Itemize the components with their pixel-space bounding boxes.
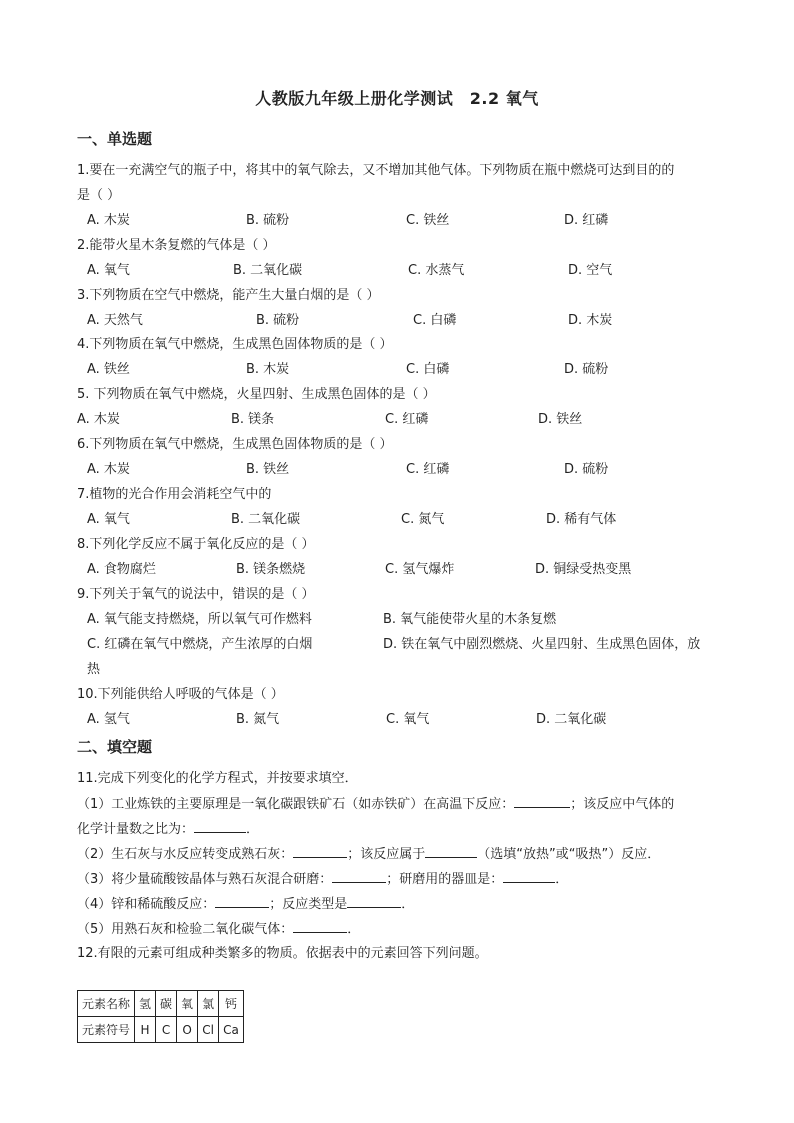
question-11-part-5: （5）用熟石灰和检验二氧化碳气体： ． (77, 922, 361, 937)
question-4-option-c[interactable]: C. 白磷 (406, 362, 450, 377)
table-cell: 元素名称 (78, 991, 135, 1017)
question-2-text: 2.能带火星木条复燃的气体是（ ） (77, 238, 276, 253)
question-1-line-2: 是（ ） (77, 188, 121, 203)
question-1-option-c[interactable]: C. 铁丝 (406, 213, 450, 228)
question-3-option-a[interactable]: A. 天然气 (87, 313, 143, 328)
answer-blank[interactable] (514, 795, 570, 808)
question-10-option-b[interactable]: B. 氮气 (236, 712, 280, 727)
table-cell: 氢 (135, 991, 156, 1017)
question-9-option-c[interactable]: C. 红磷在氧气中燃烧，产生浓厚的白烟 (87, 637, 313, 652)
answer-blank[interactable] (347, 895, 401, 908)
question-3-option-d[interactable]: D. 木炭 (568, 313, 613, 328)
element-table (77, 990, 244, 1043)
question-11-part-3: （3）将少量硫酸铵晶体与熟石灰混合研磨： ；研磨用的器皿是： ． (77, 872, 569, 887)
table-cell: 钙 (219, 991, 244, 1017)
question-5-option-b[interactable]: B. 镁条 (231, 412, 275, 427)
question-9-option-d[interactable]: D. 铁在氧气中剧烈燃烧、火星四射、生成黑色固体，放 (383, 637, 701, 652)
answer-blank[interactable] (293, 920, 347, 933)
table-cell: 元素符号 (78, 1017, 135, 1043)
question-11-part-4: （4）锌和稀硫酸反应： ；反应类型是 ． (77, 897, 415, 912)
question-3-text: 3.下列物质在空气中燃烧，能产生大量白烟的是（ ） (77, 288, 380, 303)
question-9-option-a[interactable]: A. 氧气能支持燃烧，所以氧气可作燃料 (87, 612, 312, 627)
question-1-option-a[interactable]: A. 木炭 (87, 213, 130, 228)
question-2-option-d[interactable]: D. 空气 (568, 263, 613, 278)
question-4-text: 4.下列物质在氧气中燃烧，生成黑色固体物质的是（ ） (77, 337, 393, 352)
answer-blank[interactable] (332, 870, 386, 883)
section-heading-single-choice: 一、单选题 (77, 130, 153, 148)
question-12-text: 12.有限的元素可组成种类繁多的物质。依据表中的元素回答下列问题。 (77, 946, 488, 961)
question-10-option-c[interactable]: C. 氧气 (386, 712, 430, 727)
table-row (78, 991, 244, 1017)
question-11-part-1-continued: 化学计量数之比为： ． (77, 822, 260, 837)
question-7-option-c[interactable]: C. 氮气 (401, 512, 445, 527)
question-5-option-c[interactable]: C. 红磷 (385, 412, 429, 427)
question-6-option-b[interactable]: B. 铁丝 (246, 462, 290, 477)
table-cell: C (156, 1017, 177, 1043)
question-10-option-d[interactable]: D. 二氧化碳 (536, 712, 607, 727)
question-1-option-b[interactable]: B. 硫粉 (246, 213, 290, 228)
question-1-option-d[interactable]: D. 红磷 (564, 213, 609, 228)
table-cell: 氯 (198, 991, 219, 1017)
table-cell: 碳 (156, 991, 177, 1017)
question-9-option-d-continued: 热 (87, 662, 101, 677)
question-9-option-b[interactable]: B. 氧气能使带火星的木条复燃 (383, 612, 557, 627)
question-6-text: 6.下列物质在氧气中燃烧，生成黑色固体物质的是（ ） (77, 437, 393, 452)
question-3-option-c[interactable]: C. 白磷 (413, 313, 457, 328)
section-heading-fill-in: 二、填空题 (77, 738, 153, 756)
question-3-option-b[interactable]: B. 硫粉 (256, 313, 300, 328)
question-6-option-a[interactable]: A. 木炭 (87, 462, 130, 477)
question-2-option-a[interactable]: A. 氧气 (87, 263, 130, 278)
question-5-option-d[interactable]: D. 铁丝 (538, 412, 583, 427)
question-7-option-b[interactable]: B. 二氧化碳 (231, 512, 301, 527)
question-4-option-d[interactable]: D. 硫粉 (564, 362, 609, 377)
question-11-intro: 11.完成下列变化的化学方程式，并按要求填空． (77, 771, 358, 786)
table-cell: H (135, 1017, 156, 1043)
question-2-option-b[interactable]: B. 二氧化碳 (233, 263, 303, 278)
answer-blank[interactable] (194, 820, 246, 833)
question-8-option-c[interactable]: C. 氢气爆炸 (385, 562, 455, 577)
question-8-text: 8.下列化学反应不属于氧化反应的是（ ） (77, 537, 315, 552)
question-8-option-b[interactable]: B. 镁条燃烧 (236, 562, 306, 577)
question-10-option-a[interactable]: A. 氢气 (87, 712, 130, 727)
question-7-text: 7.植物的光合作用会消耗空气中的 (77, 487, 272, 502)
question-8-option-d[interactable]: D. 铜绿受热变黑 (535, 562, 632, 577)
question-7-option-a[interactable]: A. 氧气 (87, 512, 130, 527)
question-4-option-a[interactable]: A. 铁丝 (87, 362, 130, 377)
table-cell: Ca (219, 1017, 244, 1043)
question-5-option-a[interactable]: A. 木炭 (77, 412, 120, 427)
question-6-option-c[interactable]: C. 红磷 (406, 462, 450, 477)
page-title: 人教版九年级上册化学测试 2.2 氧气 (255, 89, 539, 108)
answer-blank[interactable] (293, 845, 347, 858)
table-cell: O (177, 1017, 198, 1043)
answer-blank[interactable] (503, 870, 555, 883)
question-4-option-b[interactable]: B. 木炭 (246, 362, 290, 377)
answer-blank[interactable] (425, 845, 477, 858)
answer-blank[interactable] (215, 895, 269, 908)
question-11-part-2: （2）生石灰与水反应转变成熟石灰： ；该反应属于 （选填“放热”或“吸热”）反应． (77, 847, 661, 862)
question-5-text: 5. 下列物质在氧气中燃烧，火星四射、生成黑色固体的是（ ） (77, 387, 436, 402)
question-7-option-d[interactable]: D. 稀有气体 (546, 512, 617, 527)
table-cell: Cl (198, 1017, 219, 1043)
question-10-text: 10.下列能供给人呼吸的气体是（ ） (77, 687, 284, 702)
table-cell: 氧 (177, 991, 198, 1017)
question-9-text: 9.下列关于氧气的说法中，错误的是（ ） (77, 587, 315, 602)
question-11-part-1: （1）工业炼铁的主要原理是一氧化碳跟铁矿石（如赤铁矿）在高温下反应： ；该反应中气体的 (77, 797, 675, 812)
question-1-line-1: 1.要在一充满空气的瓶子中，将其中的氧气除去，又不增加其他气体。下列物质在瓶中燃烧可达到目的的 (77, 163, 675, 178)
table-row (78, 1017, 244, 1043)
question-2-option-c[interactable]: C. 水蒸气 (408, 263, 465, 278)
question-8-option-a[interactable]: A. 食物腐烂 (87, 562, 156, 577)
question-6-option-d[interactable]: D. 硫粉 (564, 462, 609, 477)
